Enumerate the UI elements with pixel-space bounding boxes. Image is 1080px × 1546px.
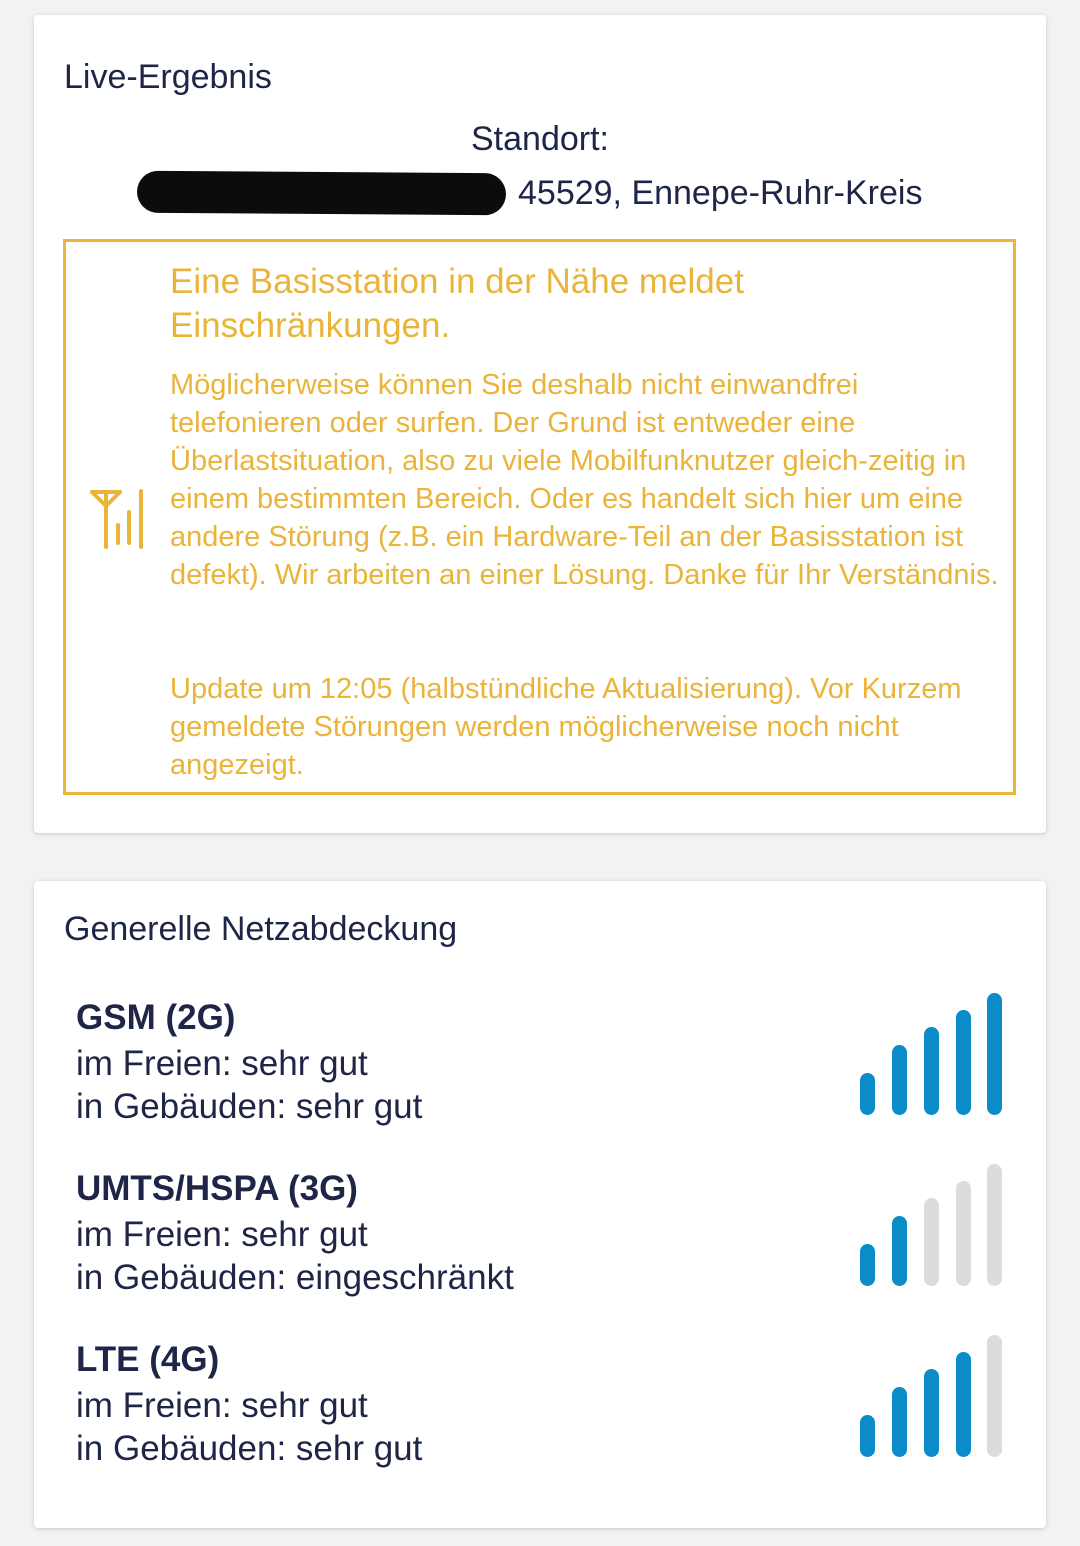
antenna-signal-icon <box>88 485 148 549</box>
signal-bar <box>924 1369 939 1457</box>
live-result-card <box>34 15 1046 833</box>
signal-bar <box>956 1352 971 1457</box>
outage-alert-box <box>63 239 1016 795</box>
indoor-quality: in Gebäuden: sehr gut <box>76 1087 423 1126</box>
signal-bar <box>956 1010 971 1115</box>
coverage-title: Generelle Netzabdeckung <box>64 910 458 948</box>
signal-bar <box>892 1045 907 1115</box>
signal-bar <box>987 1335 1002 1457</box>
network-name: UMTS/HSPA (3G) <box>76 1169 358 1208</box>
alert-update-note: Update um 12:05 (halbstündliche Aktualisierung). Vor Kurzem gemeldete Störungen werden möglicherweise noch nicht angezeigt. <box>170 673 962 781</box>
signal-bar <box>924 1198 939 1286</box>
indoor-quality: in Gebäuden: eingeschränkt <box>76 1258 514 1297</box>
network-name: GSM (2G) <box>76 998 236 1037</box>
redaction-mark <box>137 171 506 216</box>
outdoor-quality: im Freien: sehr gut <box>76 1386 368 1425</box>
location-line <box>137 168 922 218</box>
network-coverage-card <box>34 881 1046 1528</box>
signal-bar <box>860 1415 875 1457</box>
signal-strength-icon <box>860 989 1016 1115</box>
signal-bar <box>987 993 1002 1115</box>
signal-bar <box>892 1216 907 1286</box>
signal-bar <box>987 1164 1002 1286</box>
network-row-gsm <box>76 997 1016 1147</box>
live-result-title: Live-Ergebnis <box>64 58 272 96</box>
signal-bar <box>924 1027 939 1115</box>
signal-bar <box>860 1073 875 1115</box>
outdoor-quality: im Freien: sehr gut <box>76 1044 368 1083</box>
signal-bar <box>860 1244 875 1286</box>
outdoor-quality: im Freien: sehr gut <box>76 1215 368 1254</box>
network-row-umts <box>76 1168 1016 1318</box>
location-label: Standort: <box>471 120 609 158</box>
signal-bar <box>892 1387 907 1457</box>
signal-bar <box>956 1181 971 1286</box>
network-row-lte <box>76 1339 1016 1489</box>
signal-strength-icon <box>860 1160 1016 1286</box>
signal-strength-icon <box>860 1331 1016 1457</box>
location-value: 45529, Ennepe-Ruhr-Kreis <box>518 174 923 212</box>
alert-title: Eine Basisstation in der Nähe meldet Einschränkungen. <box>170 262 744 345</box>
alert-body: Möglicherweise können Sie deshalb nicht einwandfrei telefonieren oder surfen. Der Grund ist entweder eine Überlastsituation, also zu viele Mobilfunknutzer gleich-zeitig in einem bestimmten Bereich. Oder es handelt sich hier um eine andere Störung (z.B. ein Hardware-Teil an der Basisstation ist defekt). Wir arbeiten an einer Lösung. Danke für Ihr Verständnis. <box>170 369 999 591</box>
indoor-quality: in Gebäuden: sehr gut <box>76 1429 423 1468</box>
network-name: LTE (4G) <box>76 1340 220 1379</box>
